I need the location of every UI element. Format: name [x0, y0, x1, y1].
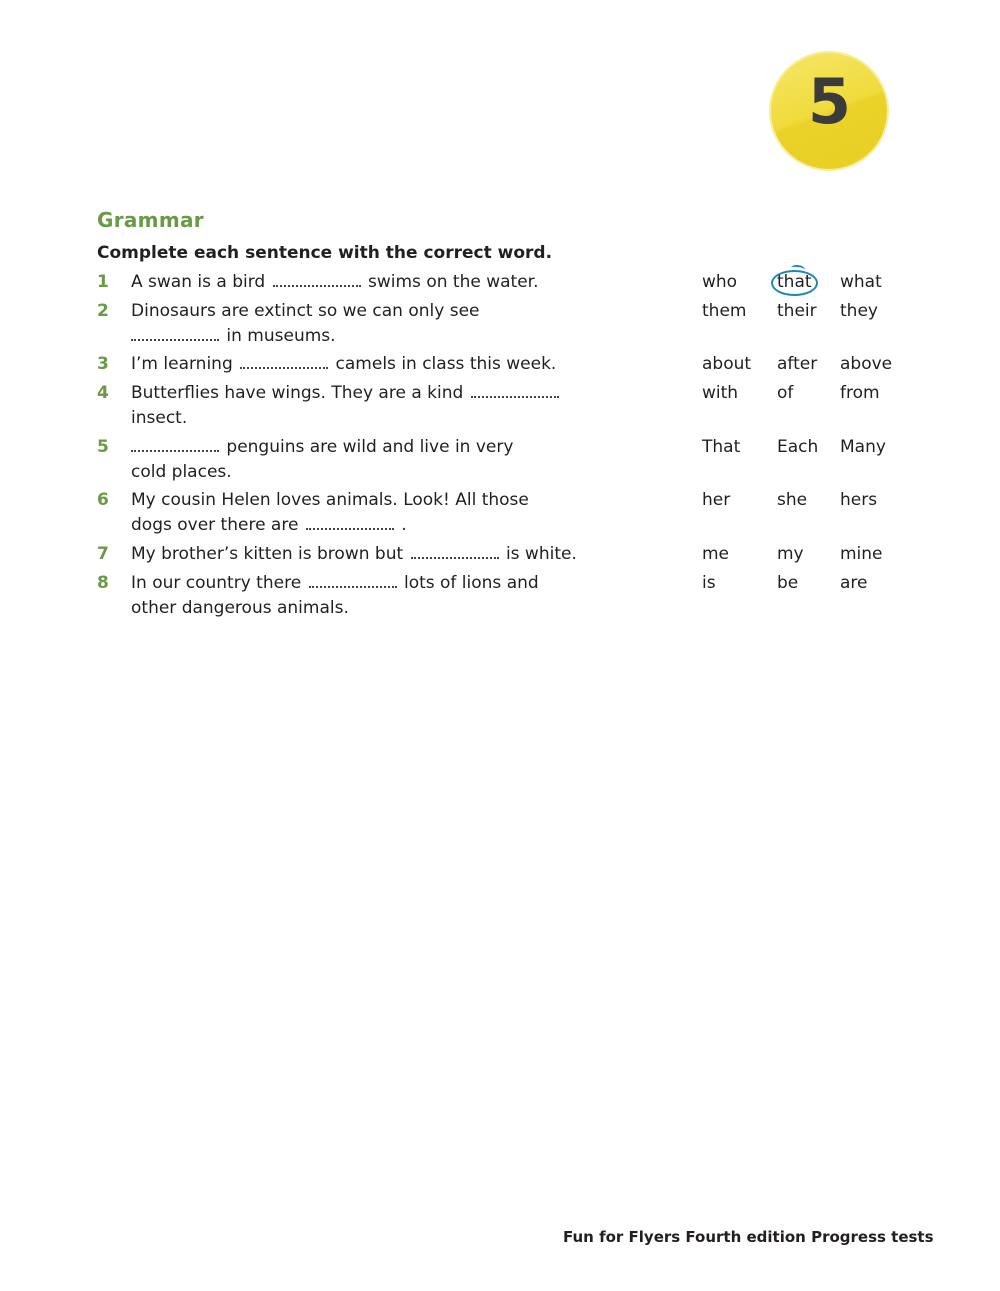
- option[interactable]: my: [777, 544, 804, 564]
- option[interactable]: be: [777, 573, 799, 593]
- option[interactable]: who: [702, 272, 738, 292]
- option[interactable]: me: [702, 544, 730, 564]
- question-text: My brother’s kitten is brown but is white.: [131, 544, 577, 564]
- option[interactable]: after: [777, 354, 818, 374]
- option[interactable]: their: [777, 301, 817, 321]
- option[interactable]: her: [702, 490, 731, 510]
- option[interactable]: hers: [840, 490, 878, 510]
- option[interactable]: she: [777, 490, 808, 510]
- option[interactable]: is: [702, 573, 716, 593]
- option[interactable]: what: [840, 272, 882, 292]
- option[interactable]: are: [840, 573, 868, 593]
- question-number: 5: [97, 437, 109, 457]
- option[interactable]: of: [777, 383, 794, 403]
- answer-blank[interactable]: [411, 545, 499, 559]
- question-number: 2: [97, 301, 109, 321]
- question-number: 8: [97, 573, 109, 593]
- question-text: I’m learning camels in class this week.: [131, 354, 557, 374]
- option-circled[interactable]: [777, 270, 812, 295]
- question-text: Butterflies have wings. They are a kind insect.: [131, 381, 601, 431]
- option[interactable]: above: [840, 354, 893, 374]
- answer-blank[interactable]: [131, 438, 219, 452]
- footer-title: Fun for Flyers Fourth edition Progress tests: [563, 1228, 934, 1246]
- question-text: penguins are wild and live in very cold places.: [131, 437, 514, 482]
- answer-blank[interactable]: [240, 355, 328, 369]
- answer-blank[interactable]: [273, 273, 361, 287]
- question-text: My cousin Helen loves animals. Look! All those dogs over there are .: [131, 490, 529, 535]
- option[interactable]: with: [702, 383, 739, 403]
- answer-blank[interactable]: [306, 516, 394, 530]
- question-text: A swan is a bird swims on the water.: [131, 272, 539, 292]
- test-number-badge: [771, 53, 887, 169]
- option[interactable]: That: [702, 437, 741, 457]
- test-number: 5: [807, 65, 851, 138]
- question-number: 7: [97, 544, 109, 564]
- question-number: 3: [97, 354, 109, 374]
- instructions: Complete each sentence with the correct word.: [97, 243, 553, 263]
- question-number: 4: [97, 383, 109, 403]
- section-title: Grammar: [97, 208, 204, 232]
- option[interactable]: them: [702, 301, 747, 321]
- circle-mark-icon: that: [777, 270, 812, 295]
- option[interactable]: about: [702, 354, 752, 374]
- answer-blank[interactable]: [131, 327, 219, 341]
- option[interactable]: Each: [777, 437, 819, 457]
- question-number: 6: [97, 490, 109, 510]
- option[interactable]: they: [840, 301, 878, 321]
- question-text: In our country there lots of lions and other dangerous animals.: [131, 573, 539, 618]
- option[interactable]: Many: [840, 437, 886, 457]
- answer-blank[interactable]: [471, 384, 559, 398]
- option[interactable]: from: [840, 383, 880, 403]
- question-text: Dinosaurs are extinct so we can only see in museums.: [131, 301, 480, 346]
- question-number: 1: [97, 272, 109, 292]
- answer-blank[interactable]: [309, 574, 397, 588]
- option[interactable]: mine: [840, 544, 883, 564]
